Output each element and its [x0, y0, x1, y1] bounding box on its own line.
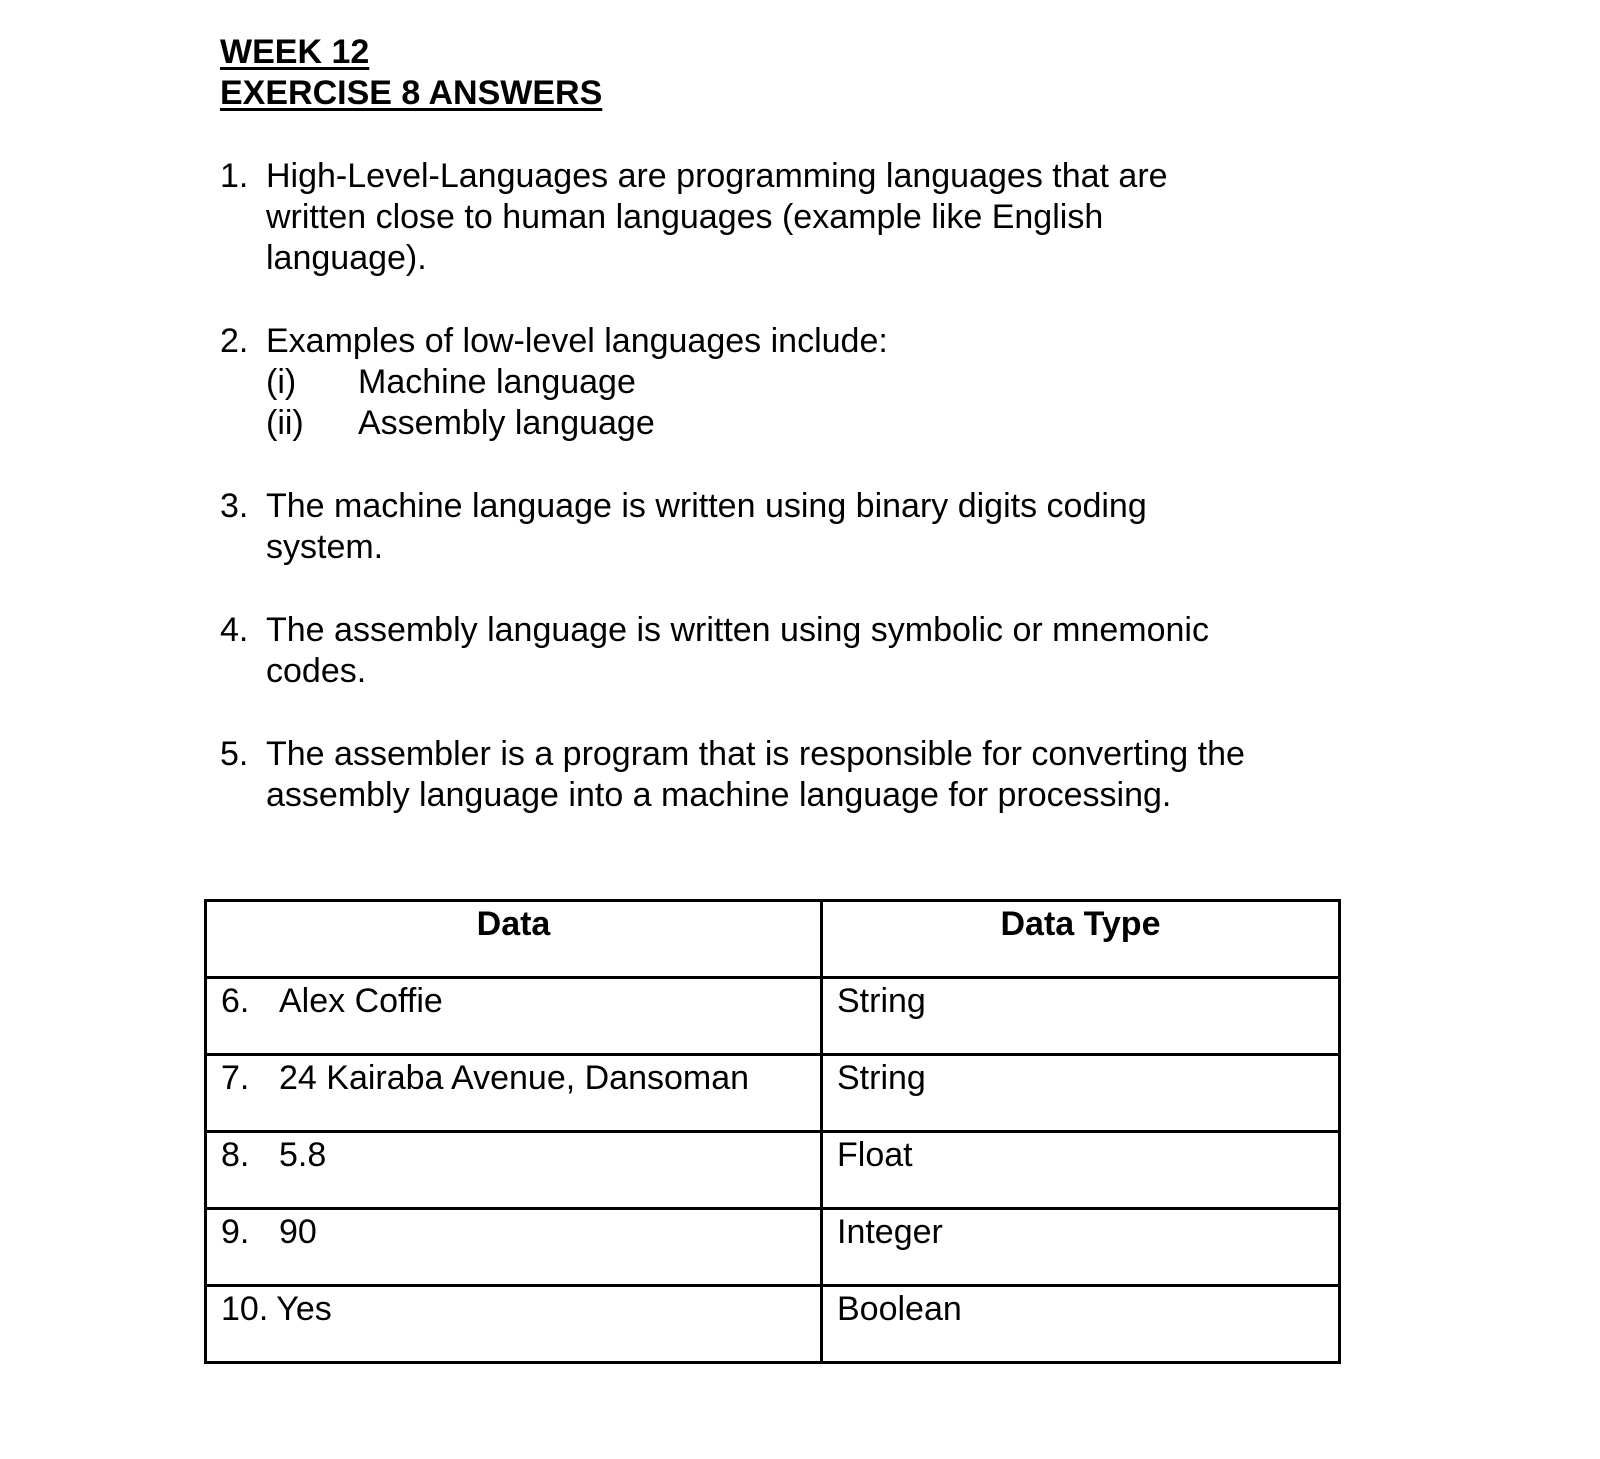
data-cell: 8. 5.8: [206, 1132, 822, 1209]
table-row: [206, 1055, 1340, 1132]
answer-number: 1.: [220, 157, 249, 195]
table-row: [206, 1132, 1340, 1209]
answer-number: 4.: [220, 611, 249, 649]
type-cell: String: [822, 978, 1340, 1055]
answer-text: Examples of low-level languages include:: [266, 322, 888, 360]
answer-4: [220, 610, 1320, 692]
exercise-title: EXERCISE 8 ANSWERS: [220, 74, 603, 112]
column-header-data-type: Data Type: [822, 901, 1340, 978]
data-cell: 10. Yes: [206, 1286, 822, 1363]
answer-2: [220, 321, 1320, 444]
answer-3: [220, 486, 1320, 568]
week-title: WEEK 12: [220, 33, 370, 71]
type-cell: Boolean: [822, 1286, 1340, 1363]
sub-item: (ii) Assembly language: [266, 404, 655, 442]
answer-5: [220, 734, 1320, 816]
table-row: [206, 1286, 1340, 1363]
answer-1: [220, 156, 1320, 279]
data-cell: 6. Alex Coffie: [206, 978, 822, 1055]
table-header-row: [206, 901, 1340, 978]
answer-number: 3.: [220, 487, 249, 525]
type-cell: String: [822, 1055, 1340, 1132]
answer-text: The assembler is a program that is responsible for converting the assembly language into a machine language for processing.: [266, 735, 1245, 814]
column-header-data: Data: [206, 901, 822, 978]
answer-number: 2.: [220, 322, 249, 360]
table-row: [206, 1209, 1340, 1286]
data-cell: 9. 90: [206, 1209, 822, 1286]
type-cell: Float: [822, 1132, 1340, 1209]
answer-text: The machine language is written using binary digits coding system.: [266, 487, 1147, 566]
answer-text: High-Level-Languages are programming languages that are written close to human languages (example like English language).: [266, 157, 1168, 277]
type-cell: Integer: [822, 1209, 1340, 1286]
table-row: [206, 978, 1340, 1055]
data-cell: 7. 24 Kairaba Avenue, Dansoman: [206, 1055, 822, 1132]
data-type-table: [204, 899, 1341, 1364]
answer-text: The assembly language is written using symbolic or mnemonic codes.: [266, 611, 1209, 690]
answer-number: 5.: [220, 735, 249, 773]
sub-item: (i) Machine language: [266, 363, 636, 401]
